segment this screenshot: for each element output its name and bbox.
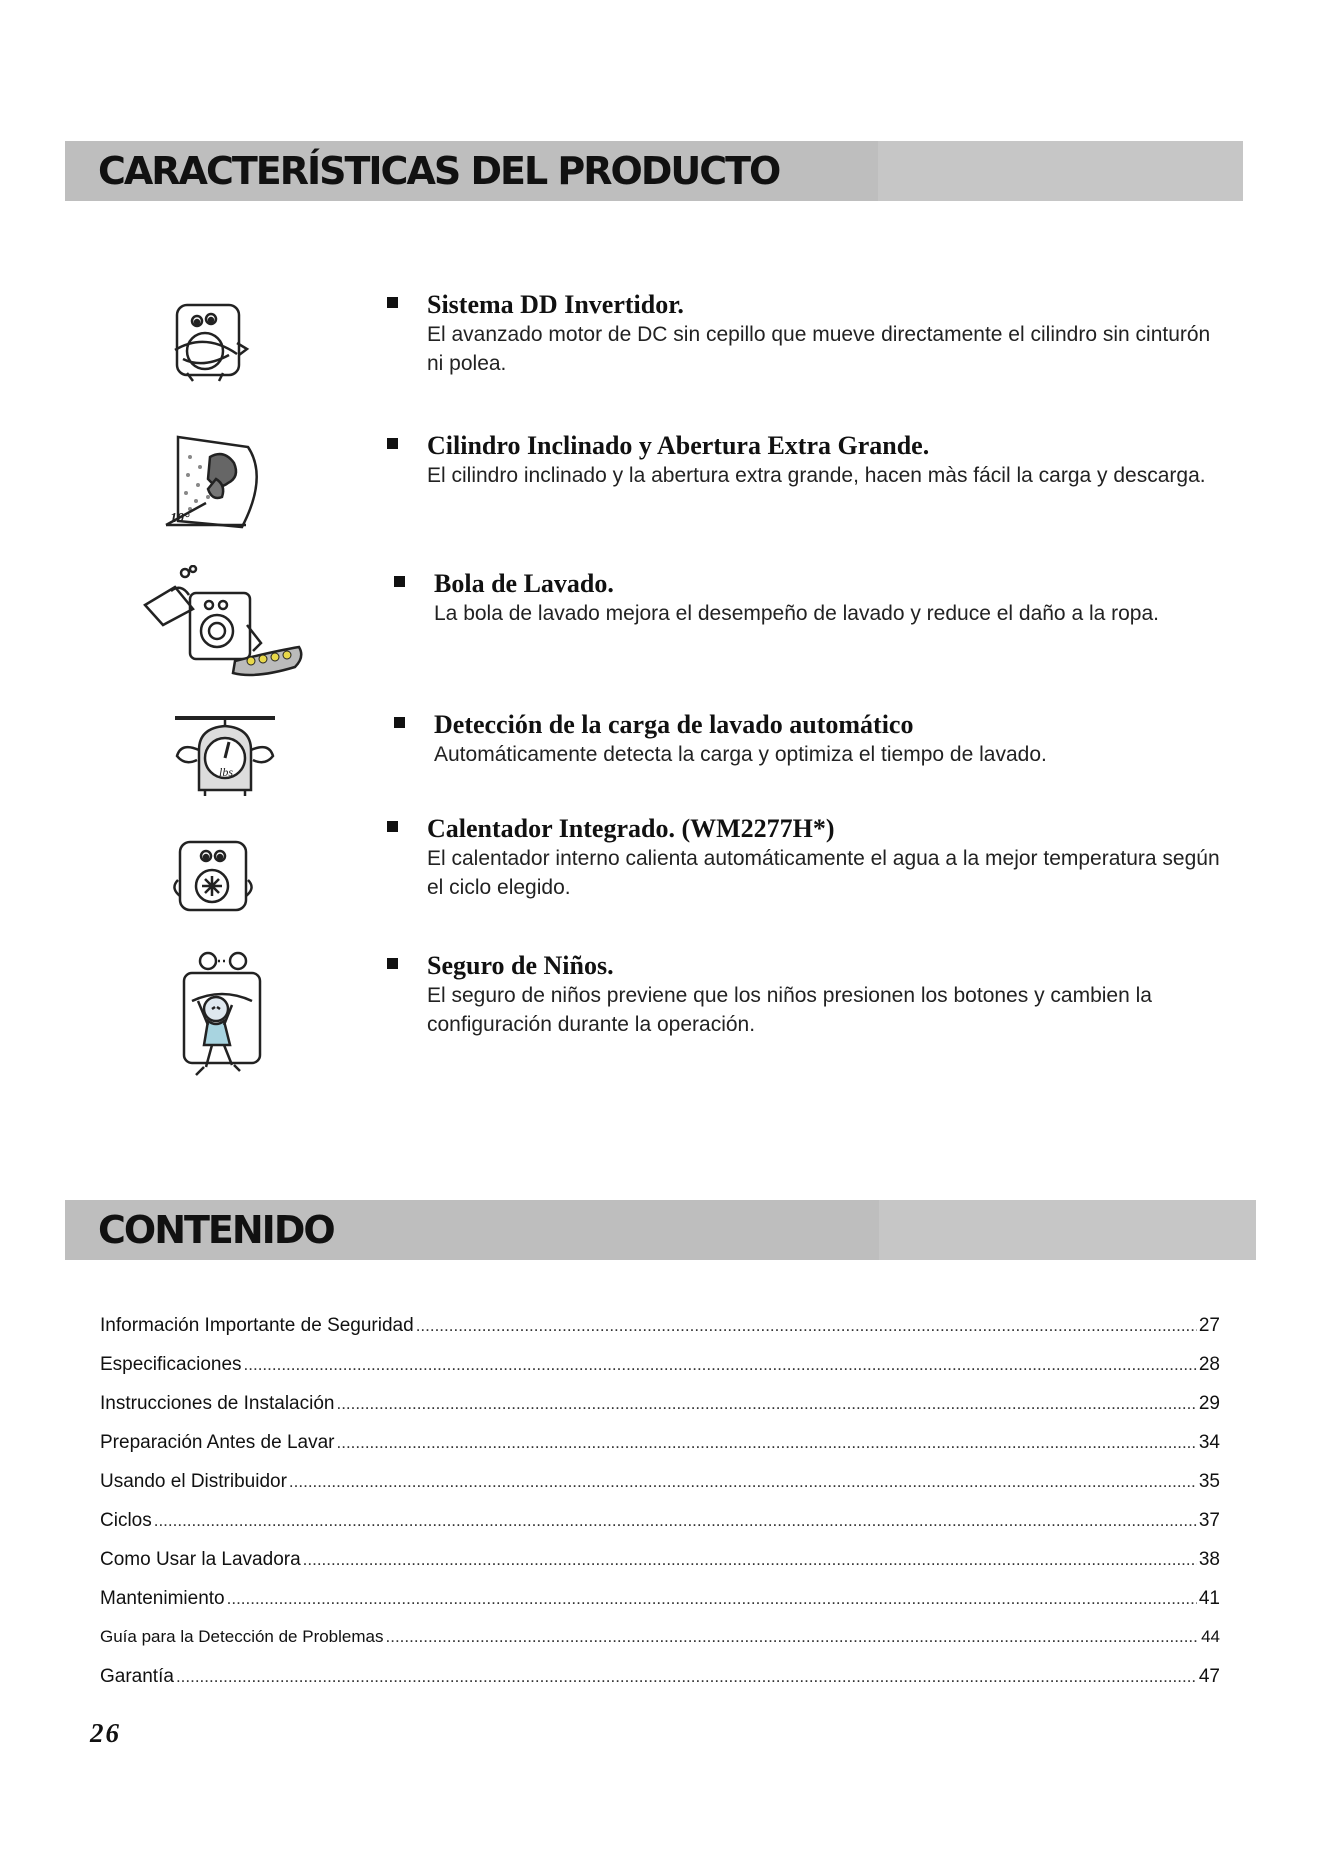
toc-leader-dots: [227, 1589, 1197, 1609]
feature-title: Seguro de Niños.: [427, 951, 614, 980]
feature-description: La bola de lavado mejora el desempeño de lavado y reduce el daño a la ropa.: [434, 602, 1160, 625]
contents-section-header: [65, 1200, 1256, 1260]
toc-entry-page: 47: [1198, 1666, 1220, 1687]
toc-entry-label: Especificaciones: [100, 1354, 242, 1375]
bullet-icon: [387, 958, 398, 969]
washer-motor-icon: [165, 295, 255, 385]
bullet-icon: [387, 821, 398, 832]
toc-entry-label: Usando el Distribuidor: [100, 1471, 287, 1492]
heater-washer-icon: [168, 836, 258, 916]
angle-label: 10°: [170, 511, 190, 526]
toc-entry-page: 34: [1198, 1432, 1220, 1453]
toc-entry-label: Preparación Antes de Lavar: [100, 1432, 335, 1453]
toc-entry-page: 44: [1201, 1627, 1220, 1646]
header-bar-highlight: [879, 1200, 1256, 1260]
toc-entry: [100, 1549, 1220, 1588]
page-number: 26: [90, 1718, 121, 1748]
toc-entry: [100, 1666, 1220, 1705]
toc-entry: [100, 1393, 1220, 1432]
toc-entry: [100, 1354, 1220, 1393]
feature-description: El calentador interno calienta automáticamente el agua a la mejor temperatura según el ciclo elegido.: [427, 847, 1220, 899]
bullet-icon: [387, 297, 398, 308]
toc-leader-dots: [337, 1433, 1197, 1453]
toc-entry: [100, 1588, 1220, 1627]
table-of-contents: [100, 1315, 1220, 1705]
toc-leader-dots: [416, 1316, 1197, 1336]
toc-entry-page: 41: [1198, 1588, 1220, 1609]
toc-entry-label: Ciclos: [100, 1510, 152, 1531]
toc-entry: [100, 1315, 1220, 1354]
feature-description: El seguro de niños previene que los niños presionen los botones y cambien la configuración durante la operación.: [427, 984, 1152, 1036]
toc-entry-label: Como Usar la Lavadora: [100, 1549, 301, 1570]
bullet-icon: [387, 438, 398, 449]
toc-leader-dots: [386, 1627, 1200, 1647]
features-section-title: CARACTERÍSTICAS DEL PRODUCTO: [98, 149, 780, 193]
toc-entry-page: 27: [1198, 1315, 1220, 1336]
toc-leader-dots: [303, 1550, 1197, 1570]
toc-entry-label: Garantía: [100, 1666, 174, 1687]
feature-title: Cilindro Inclinado y Abertura Extra Grande.: [427, 431, 930, 460]
toc-leader-dots: [336, 1394, 1196, 1414]
feature-description: El avanzado motor de DC sin cepillo que mueve directamente el cilindro sin cinturón ni polea.: [427, 323, 1211, 375]
child-lock-icon: [178, 951, 268, 1081]
toc-entry-page: 38: [1198, 1549, 1220, 1570]
features-section-header: [65, 141, 1243, 201]
feature-title: Calentador Integrado. (WM2277H*): [427, 814, 835, 843]
toc-entry-page: 37: [1198, 1510, 1220, 1531]
toc-entry: [100, 1510, 1220, 1549]
contents-section-title: CONTENIDO: [98, 1208, 334, 1252]
wash-ball-icon: [135, 565, 305, 680]
toc-leader-dots: [289, 1472, 1197, 1492]
tilted-drum-icon: [160, 427, 270, 532]
toc-entry-label: Guía para la Detección de Problemas: [100, 1627, 384, 1646]
toc-entry-page: 28: [1198, 1354, 1220, 1375]
feature-title: Detección de la carga de lavado automático: [434, 710, 914, 739]
feature-title: Sistema DD Invertidor.: [427, 290, 684, 319]
toc-entry-page: 35: [1198, 1471, 1220, 1492]
toc-leader-dots: [244, 1355, 1197, 1375]
toc-entry: [100, 1432, 1220, 1471]
feature-description: Automáticamente detecta la carga y optimiza el tiempo de lavado.: [434, 743, 1047, 766]
header-bar-highlight: [878, 141, 1243, 201]
toc-entry-label: Información Importante de Seguridad: [100, 1315, 414, 1336]
toc-entry: [100, 1471, 1220, 1510]
feature-title: Bola de Lavado.: [434, 569, 614, 598]
bullet-icon: [394, 576, 405, 587]
toc-entry-label: Instrucciones de Instalación: [100, 1393, 335, 1414]
bullet-icon: [394, 717, 405, 728]
toc-entry: [100, 1627, 1220, 1666]
toc-entry-label: Mantenimiento: [100, 1588, 225, 1609]
lbs-label: lbs: [219, 765, 234, 779]
toc-entry-page: 29: [1198, 1393, 1220, 1414]
toc-leader-dots: [154, 1511, 1197, 1531]
feature-description: El cilindro inclinado y la abertura extra grande, hacen màs fácil la carga y descarga.: [427, 464, 1206, 487]
toc-leader-dots: [176, 1667, 1197, 1687]
scale-icon: [163, 710, 293, 800]
